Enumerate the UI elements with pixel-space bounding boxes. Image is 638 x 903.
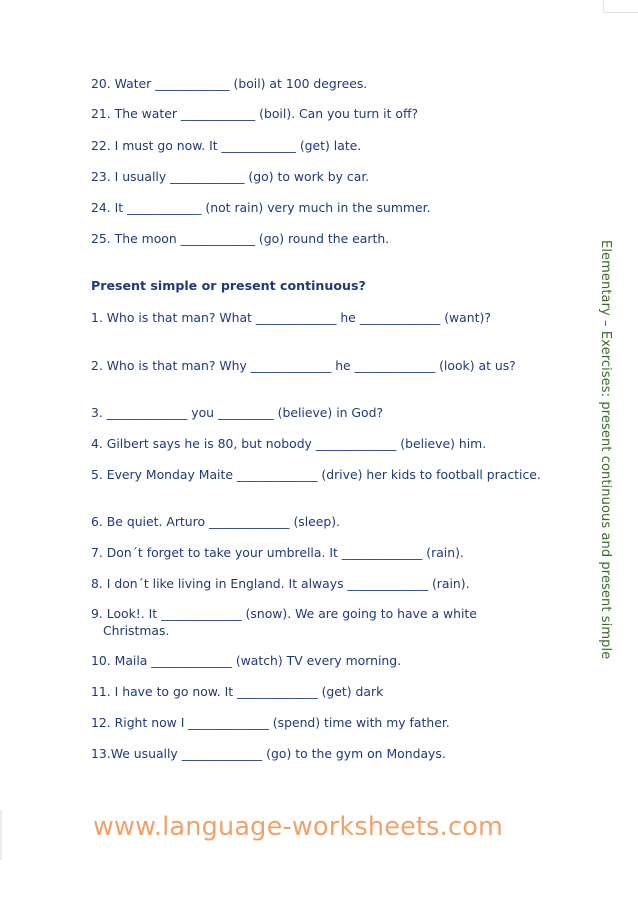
exercise-item: 5. Every Monday Maite _____________ (drive) her kids to football practice. — [91, 467, 541, 482]
exercise-item: 21. The water ____________ (boil). Can you turn it off? — [91, 106, 419, 121]
exercise-item: 6. Be quiet. Arturo _____________ (sleep). — [91, 514, 341, 529]
section-title: Present simple or present continuous? — [91, 278, 366, 293]
exercise-item: 22. I must go now. It ____________ (get) late. — [91, 138, 362, 153]
exercise-item: 24. It ____________ (not rain) very much in the summer. — [91, 200, 431, 215]
exercise-item: 20. Water ____________ (boil) at 100 degrees. — [91, 76, 368, 91]
exercise-item: 1. Who is that man? What _____________ he _____________ (want)? — [91, 310, 491, 325]
page-corner-mark — [603, 0, 638, 13]
footer-website-url: www.language-worksheets.com — [93, 812, 504, 842]
exercise-item: 3. _____________ you _________ (believe) in God? — [91, 405, 384, 420]
exercise-item: 8. I don´t like living in England. It always _____________ (rain). — [91, 576, 470, 591]
exercise-item: 4. Gilbert says he is 80, but nobody _____________ (believe) him. — [91, 436, 487, 451]
exercise-item: 23. I usually ____________ (go) to work by car. — [91, 169, 370, 184]
exercise-item: 12. Right now I _____________ (spend) time with my father. — [91, 715, 450, 730]
exercise-item: 13.We usually _____________ (go) to the gym on Mondays. — [91, 746, 446, 761]
exercise-item: 2. Who is that man? Why _____________ he _____________ (look) at us? — [91, 358, 516, 373]
sidebar-title-strip — [598, 240, 623, 660]
exercise-item: 7. Don´t forget to take your umbrella. It _____________ (rain). — [91, 545, 464, 560]
sidebar-title: Elementary – Exercises: present continuous and present simple — [598, 240, 613, 660]
page-edge-mark — [0, 810, 2, 860]
exercise-item: 11. I have to go now. It _____________ (get) dark — [91, 684, 384, 699]
exercise-item: 10. Maila _____________ (watch) TV every morning. — [91, 653, 402, 668]
exercise-item: 9. Look!. It _____________ (snow). We are going to have a white Christmas. — [91, 606, 477, 638]
exercise-item: 25. The moon ____________ (go) round the earth. — [91, 231, 390, 246]
